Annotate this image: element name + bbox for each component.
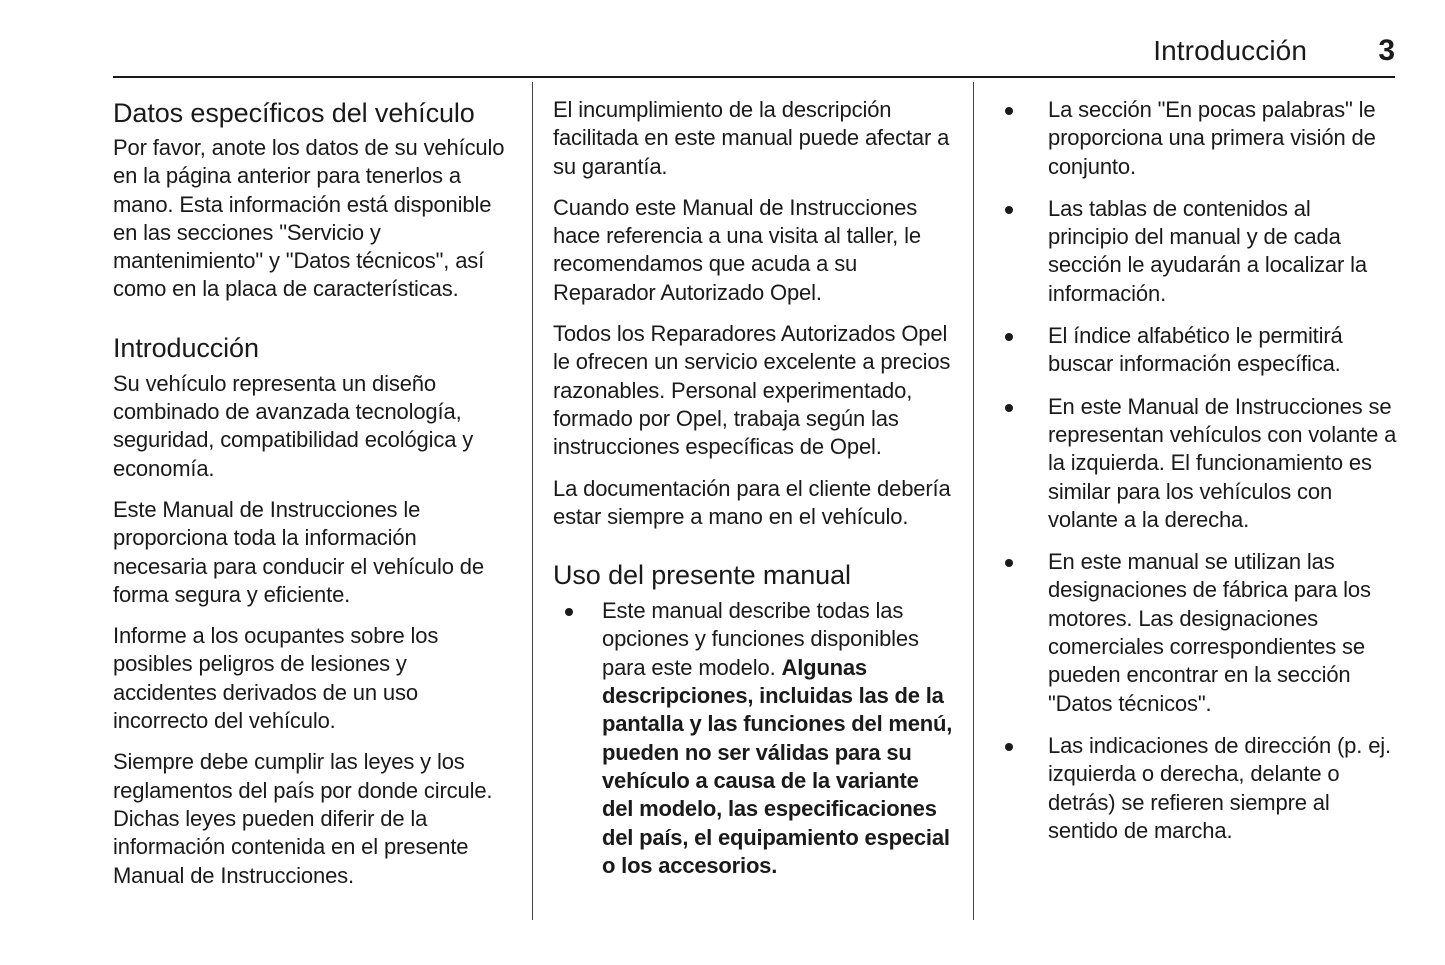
- paragraph-incumplimiento: El incumplimiento de la descripción facilitada en este manual puede afectar a su garantía.: [553, 97, 950, 179]
- paragraph-manual-informacion: Este Manual de Instrucciones le proporciona toda la información necesaria para conducir el vehículo de forma segura y eficiente.: [113, 496, 484, 607]
- bullet-list-manual-features: [1000, 96, 1397, 845]
- bullet-dot-icon: [565, 608, 573, 616]
- list-item-text: La sección "En pocas palabras" le proporciona una primera visión de conjunto.: [1048, 97, 1376, 179]
- page-number: 3: [1378, 34, 1395, 67]
- heading-introduccion: Introducción: [113, 332, 259, 363]
- column-divider-left: [532, 82, 533, 920]
- list-item: [1000, 393, 1397, 534]
- list-item-text: En este Manual de Instrucciones se representan vehículos con volante a la izquierda. El funcionamiento es similar para los vehículos con volante a la derecha.: [1048, 393, 1397, 532]
- paragraph-diseno: Su vehículo representa un diseño combinado de avanzada tecnología, seguridad, compatibilidad ecológica y economía.: [113, 370, 474, 481]
- column-three: [1000, 96, 1397, 845]
- list-item: [1000, 322, 1397, 379]
- list-item: [553, 597, 953, 880]
- paragraph-datos-especificos: Por favor, anote los datos de su vehículo en la página anterior para tenerlos a mano. Esta información está disponible en las secciones "Servicio y mantenimiento" y "Datos técnicos", así como en la placa de características.: [113, 135, 505, 302]
- column-one: [113, 96, 513, 890]
- heading-datos-especificos: Datos específicos del vehículo: [113, 98, 475, 128]
- page-title: Introducción: [1153, 35, 1307, 66]
- bullet-dot-icon: [1005, 404, 1013, 412]
- bullet-dot-icon: [1005, 206, 1013, 214]
- list-item: [1000, 732, 1397, 845]
- paragraph-reparadores-autorizados: Todos los Reparadores Autorizados Opel le ofrecen un servicio excelente a precios razonables. Personal experimentado, formado por Opel, trabaja según las instrucciones específicas de Opel.: [553, 321, 951, 460]
- list-item-text-emphasis: Algunas descripciones, incluidas las de la pantalla y las funciones del menú, pueden no ser válidas para su vehículo a causa de la variante del modelo, las especificaciones del país, el equipamiento especial o los accesorios.: [602, 654, 953, 878]
- list-item-text: En este manual se utilizan las designaciones de fábrica para los motores. Las designaciones comerciales correspondientes se pueden encontrar en la sección "Datos técnicos".: [1048, 549, 1371, 716]
- paragraph-leyes-reglamentos: Siempre debe cumplir las leyes y los reglamentos del país por donde circule. Dichas leyes pueden diferir de la información contenida en el presente Manual de Instrucciones.: [113, 749, 493, 888]
- list-item-text: El índice alfabético le permitirá buscar información específica.: [1048, 323, 1343, 377]
- bullet-dot-icon: [1005, 107, 1013, 115]
- list-item: [1000, 96, 1397, 181]
- page-header: [113, 34, 1395, 78]
- paragraph-informe-ocupantes: Informe a los ocupantes sobre los posibles peligros de lesiones y accidentes derivados de un uso incorrecto del vehículo.: [113, 623, 439, 734]
- list-item: [1000, 195, 1397, 308]
- list-item: [1000, 548, 1397, 718]
- list-item-text-normal: Este manual describe todas las opciones y funciones disponibles para este modelo.: [602, 598, 919, 680]
- bullet-dot-icon: [1005, 559, 1013, 567]
- header-rule-divider: [113, 76, 1395, 78]
- bullet-dot-icon: [1005, 743, 1013, 751]
- list-item-text: Las indicaciones de dirección (p. ej. izquierda o derecha, delante o detrás) se refieren siempre al sentido de marcha.: [1048, 732, 1391, 843]
- bullet-list-uso-manual: [553, 597, 953, 880]
- bullet-dot-icon: [1005, 333, 1013, 341]
- column-divider-right: [973, 82, 974, 920]
- paragraph-documentacion-cliente: La documentación para el cliente debería estar siempre a mano en el vehículo.: [553, 475, 951, 529]
- column-two: [553, 96, 953, 880]
- list-item-text: Las tablas de contenidos al principio del manual y de cada sección le ayudarán a localizar la información.: [1048, 195, 1367, 306]
- heading-uso-del-manual: Uso del presente manual: [553, 560, 851, 591]
- paragraph-visita-taller: Cuando este Manual de Instrucciones hace referencia a una visita al taller, le recomendamos que acuda a su Reparador Autorizado Opel.: [553, 194, 921, 305]
